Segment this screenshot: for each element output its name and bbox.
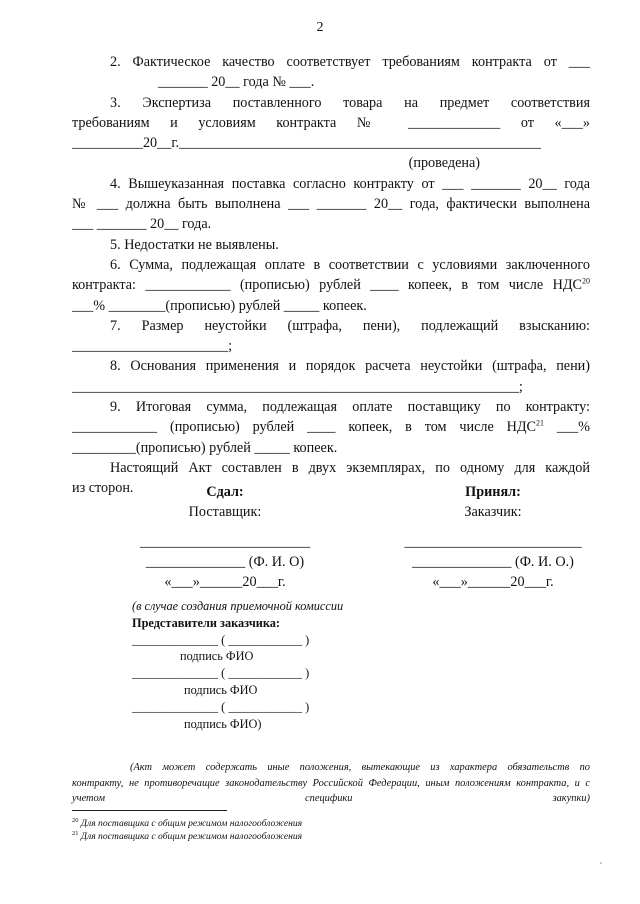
act-note-word-1: учетом xyxy=(72,793,105,804)
para-9-line-3: _________(прописью) рублей _____ копеек. xyxy=(72,439,338,456)
footnote-21-text: Для поставщика с общим режимом налогообложения xyxy=(80,831,303,842)
para-6-line-1: 6. Сумма, подлежащая оплате в соответствии с условиями заключенного xyxy=(110,256,590,273)
para-8-line-1: 8. Основания применения и порядок расчета неустойки (штрафа, пени) xyxy=(110,358,590,375)
act-note-word-3: закупки) xyxy=(552,793,590,804)
footnote-separator xyxy=(72,810,227,811)
para-5: 5. Недостатки не выявлены. xyxy=(110,236,279,253)
footnote-20-text: Для поставщика с общим режимом налогообложения xyxy=(80,818,303,829)
customer-role: Заказчик: xyxy=(464,504,522,520)
commission-heading: Представители заказчика: xyxy=(132,615,280,630)
supplier-heading: Сдал: xyxy=(206,484,244,500)
para-4-line-3: ___ _______ 20__ года. xyxy=(72,216,212,233)
page-number: 2 xyxy=(316,20,324,35)
act-note-line-3 xyxy=(72,791,590,807)
footnote-20-number: 20 xyxy=(72,816,79,824)
commission-block xyxy=(132,598,392,732)
closing-line-1: Настоящий Акт составлен в двух экземплярах, по одному для каждой xyxy=(110,459,590,476)
para-3-line-2: требованиям и условиям контракта № _____________ от «___» xyxy=(72,114,590,131)
commission-row-3-line: ______________ ( ____________ ) xyxy=(132,699,310,714)
para-9-line-2-tail: ___% xyxy=(544,419,590,436)
para-2-line-1: 2. Фактическое качество соответствует требованиям контракта от ___ xyxy=(110,54,590,70)
footnote-20 xyxy=(72,818,302,830)
supplier-sign-line: ________________________ xyxy=(140,534,311,550)
act-body xyxy=(72,52,590,499)
para-8-line-2: _______________________________________________________________; xyxy=(72,378,523,395)
act-note xyxy=(72,760,590,807)
para-3-line-3: __________20__г.___________________________________________________ xyxy=(72,135,541,152)
para-9-line-1: 9. Итоговая сумма, подлежащая оплате поставщику по контракту: xyxy=(110,399,590,416)
footnote-ref-20: 20 xyxy=(582,276,590,286)
commission-row-1-line: ______________ ( ____________ ) xyxy=(132,632,310,647)
para-3-line-1: 3. Экспертиза поставленного товара на предмет соответствия xyxy=(110,94,590,111)
customer-signature-block xyxy=(398,482,588,592)
customer-heading: Принял: xyxy=(465,484,521,500)
commission-note: (в случае создания приемочной комиссии xyxy=(132,599,344,613)
para-6-line-2 xyxy=(72,275,590,295)
closing-line-2: из сторон. xyxy=(72,480,134,497)
act-note-line-1: (Акт может содержать иные положения, вытекающие из характера обязательств по xyxy=(130,762,590,773)
para-9-line-2-text: ____________ (прописью) рублей ____ копеек, в том числе НДС xyxy=(72,419,537,436)
para-7-line-2: ______________________; xyxy=(72,338,233,355)
customer-fio-line: ______________ (Ф. И. О.) xyxy=(412,554,574,570)
para-7-line-1: 7. Размер неустойки (штрафа, пени), подлежащий взысканию: xyxy=(110,317,590,334)
customer-sign-line: _________________________ xyxy=(404,534,582,550)
footnote-21-number: 21 xyxy=(72,829,79,837)
scan-speck xyxy=(600,862,602,864)
supplier-signature-block xyxy=(140,482,310,592)
para-9-line-2 xyxy=(72,417,590,437)
para-6-line-2-text: контракта: ____________ (прописью) рублей ____ копеек, в том числе НДС xyxy=(72,277,582,294)
para-4-line-2: № ___ должна быть выполнена ___ _______ 20__ года, фактически выполнена xyxy=(72,196,590,213)
commission-row-2-caption: подпись ФИО xyxy=(184,682,258,697)
supplier-date: «___»______20___г. xyxy=(164,574,286,590)
act-note-word-2: специфики xyxy=(305,793,353,804)
footnote-ref-21: 21 xyxy=(536,418,545,428)
commission-row-1-caption: подпись ФИО xyxy=(180,649,254,664)
commission-row-3-caption: подпись ФИО) xyxy=(184,716,262,731)
para-2-line-2: _______ 20__ года № ___. xyxy=(158,74,315,91)
para-6-line-3: ___% ________(прописью) рублей _____ копеек. xyxy=(72,297,367,314)
para-4-line-1: 4. Вышеуказанная поставка согласно контракту от ___ _______ 20__ года xyxy=(110,175,590,192)
commission-row-2-line: ______________ ( ____________ ) xyxy=(132,666,310,681)
para-3-caption: (проведена) xyxy=(408,155,480,172)
supplier-fio-line: ______________ (Ф. И. О) xyxy=(145,554,305,570)
customer-date: «___»______20___г. xyxy=(432,574,554,590)
footnote-21 xyxy=(72,831,302,843)
supplier-role: Поставщик: xyxy=(188,504,262,520)
act-note-line-2: контракту, не противоречащие законодательству Российской Федерации, иным положениям контракта, и с xyxy=(72,777,590,789)
